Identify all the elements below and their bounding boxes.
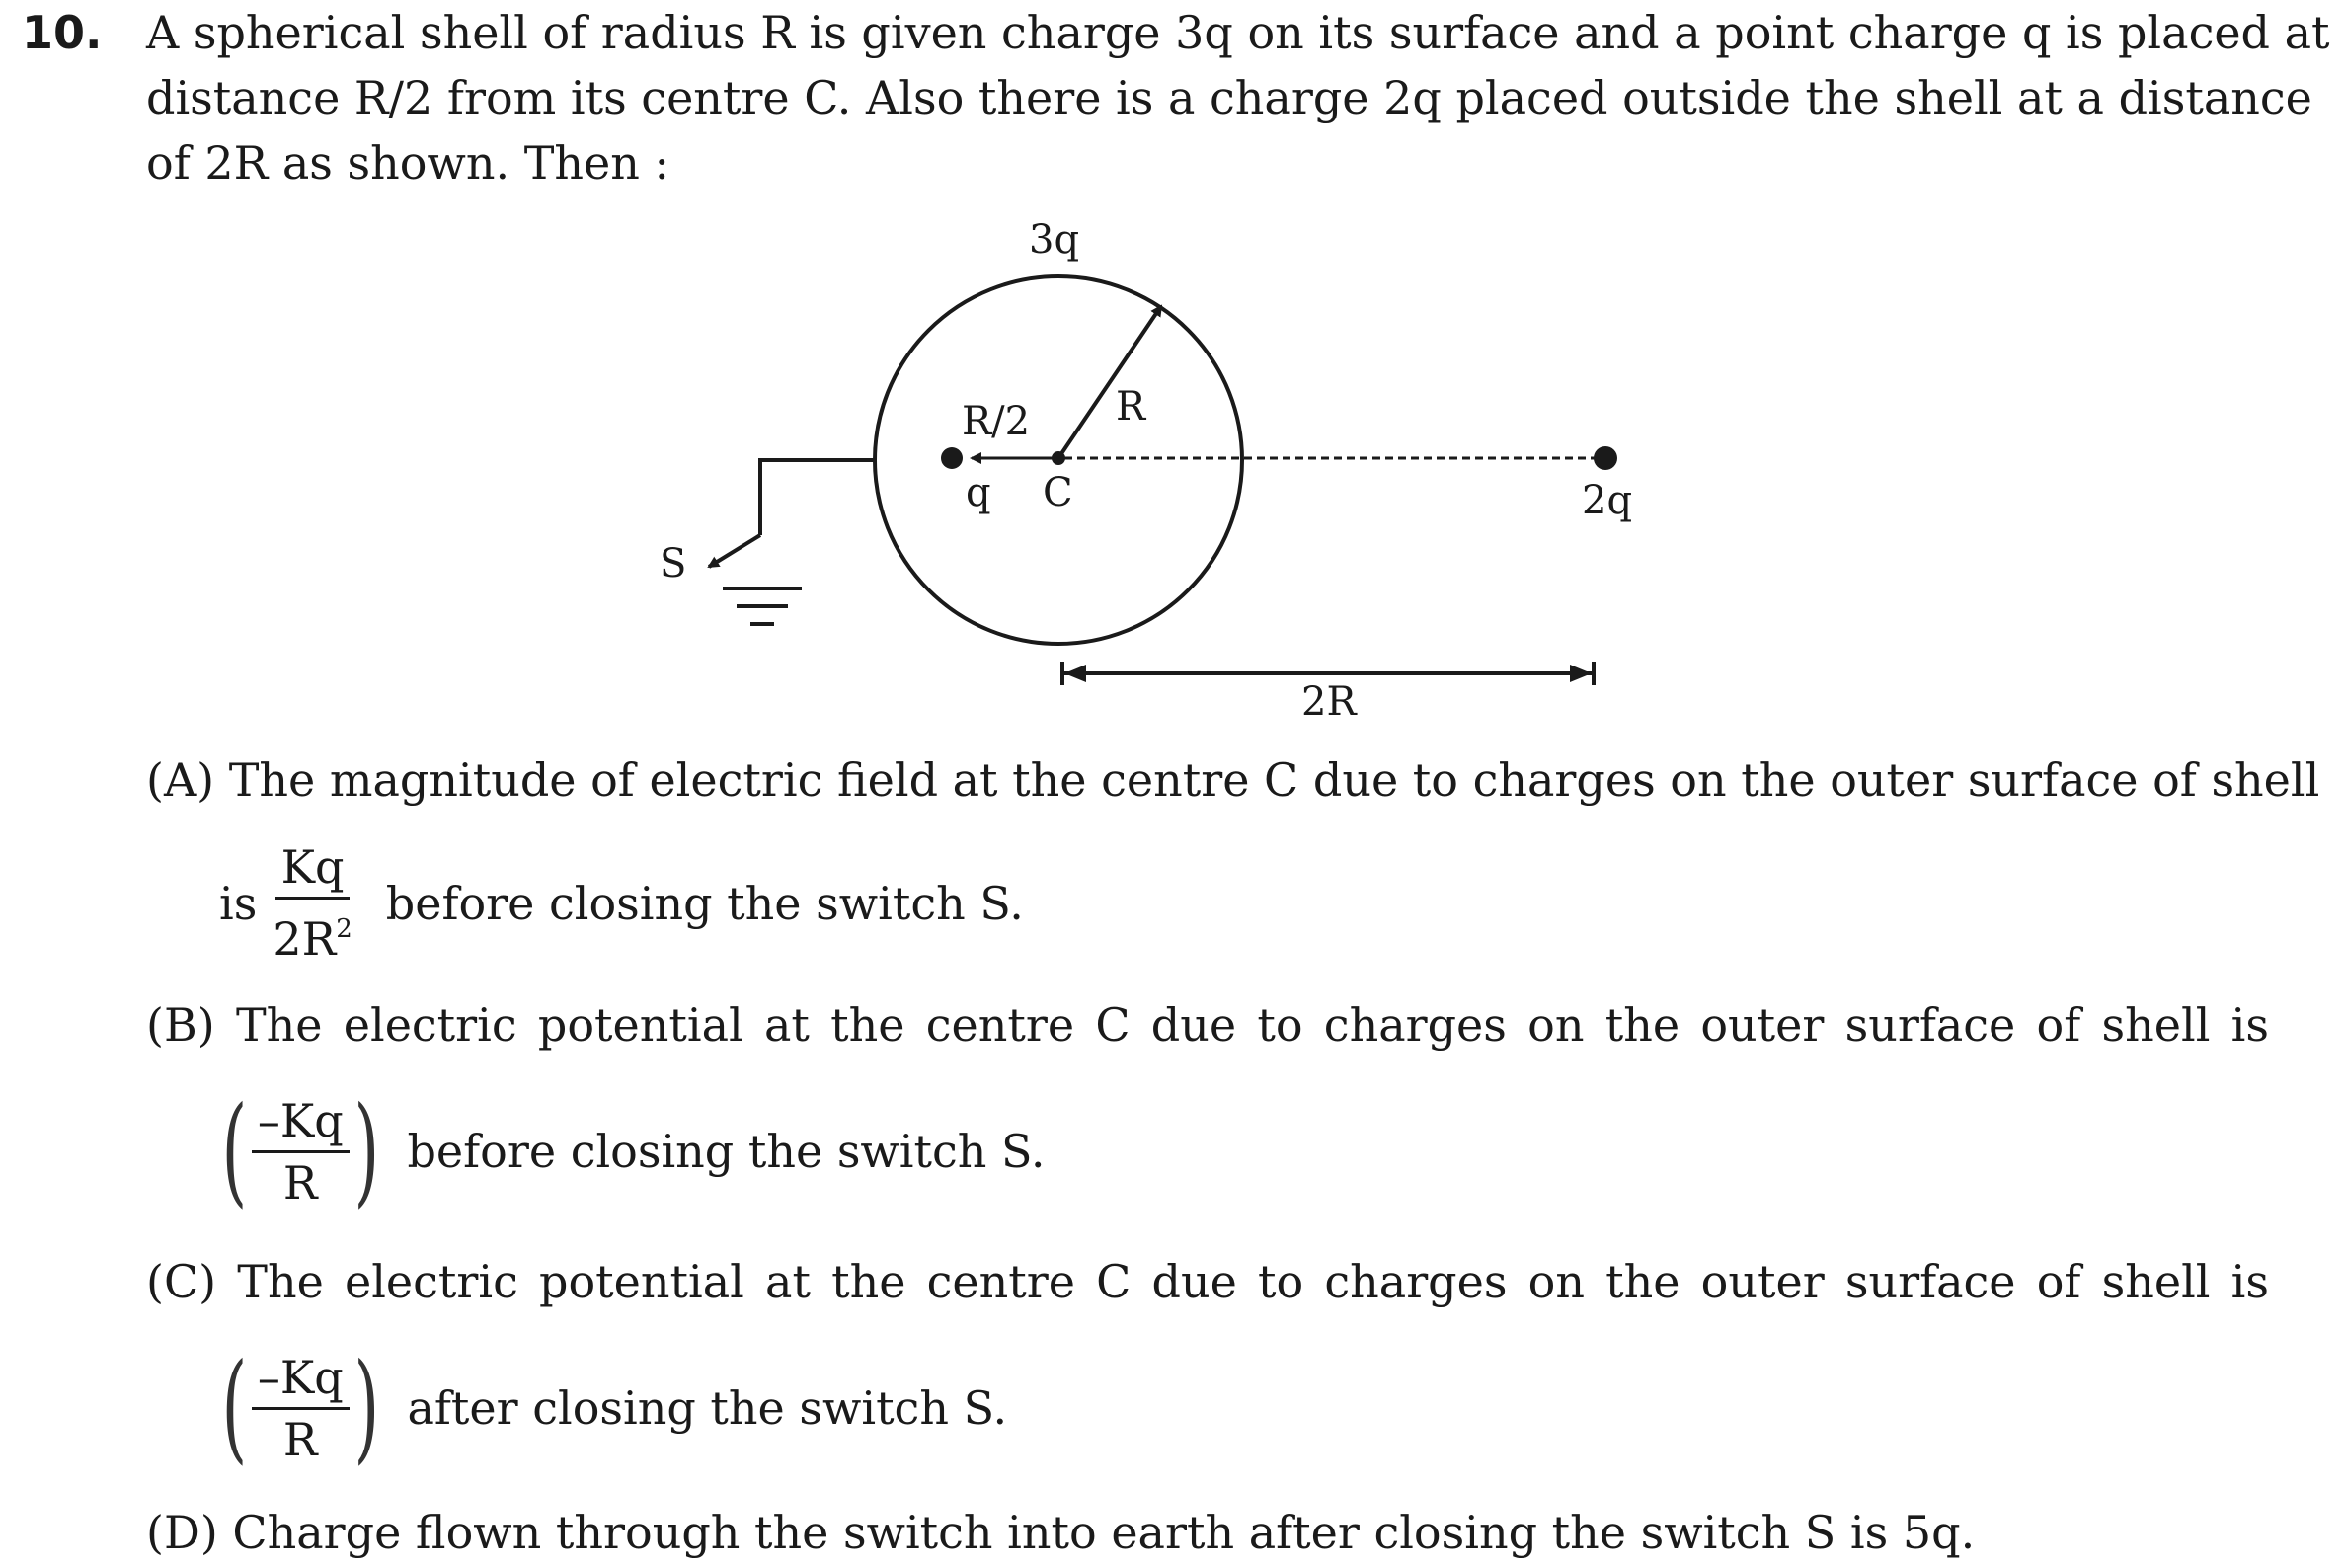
option-c-suffix: after closing the switch S. <box>407 1381 1008 1435</box>
outer-charge-2q <box>1594 446 1617 470</box>
option-a-text: (A) The magnitude of electric field at the centre C due to charges on the outer surface of shell <box>146 753 2320 807</box>
option-a-denominator <box>267 900 357 967</box>
option-a-den-exponent: 2 <box>336 914 352 944</box>
option-b-left-paren: ( <box>221 1082 248 1219</box>
circuit-figure <box>0 0 2344 750</box>
stem-line-2: distance R/2 from its centre C. Also there is a charge 2q placed outside the shell at a distance <box>146 71 2312 124</box>
option-c-left-paren: ( <box>221 1339 248 1476</box>
point-charge-q <box>941 447 963 469</box>
option-c-math <box>211 1339 1008 1476</box>
label-centre: C <box>1043 470 1073 515</box>
option-a-prefix: is <box>219 876 258 930</box>
ground-wire <box>760 460 875 535</box>
option-b-right-paren: ) <box>353 1082 379 1219</box>
label-half-radius: R/2 <box>962 399 1031 444</box>
option-b-numerator: –Kq <box>252 1093 350 1153</box>
option-c-fraction <box>252 1350 350 1467</box>
option-b-text: (B) The electric potential at the centre C due to charges on the outer surface of shell is <box>146 998 2269 1052</box>
switch-blade <box>709 535 760 567</box>
label-switch: S <box>660 541 687 587</box>
option-a-math <box>219 839 1024 967</box>
radius-arrow <box>1058 306 1161 458</box>
option-a-fraction <box>267 839 357 967</box>
option-a-suffix: before closing the switch S. <box>385 876 1024 930</box>
option-c-text: (C) The electric potential at the centre C due to charges on the outer surface of shell is <box>146 1255 2269 1308</box>
ground-symbol <box>723 588 802 624</box>
option-c-numerator: –Kq <box>252 1350 350 1410</box>
label-shell-charge: 3q <box>1029 217 1080 263</box>
question-number: 10. <box>22 6 103 59</box>
distance-arrow-left <box>1064 665 1086 682</box>
label-distance: 2R <box>1301 679 1357 725</box>
stem-line-3: of 2R as shown. Then : <box>146 136 669 190</box>
option-b-denominator: R <box>282 1155 318 1210</box>
option-b-fraction <box>252 1093 350 1211</box>
label-outer-charge: 2q <box>1582 478 1633 523</box>
label-radius: R <box>1116 384 1146 430</box>
option-b-suffix: before closing the switch S. <box>407 1125 1046 1178</box>
label-point-charge: q <box>966 470 991 515</box>
option-c-denominator: R <box>282 1412 318 1466</box>
distance-arrow-right <box>1570 665 1592 682</box>
option-a-numerator: Kq <box>275 839 351 900</box>
option-c-right-paren: ) <box>353 1339 379 1476</box>
option-d-text: (D) Charge flown through the switch into earth after closing the switch S is 5q. <box>146 1506 1976 1559</box>
centre-dot <box>1052 451 1065 465</box>
option-a-den-base: 2R <box>273 912 337 966</box>
stem-line-1: A spherical shell of radius R is given charge 3q on its surface and a point charge q is placed at <box>146 6 2330 59</box>
option-b-math <box>211 1082 1046 1219</box>
